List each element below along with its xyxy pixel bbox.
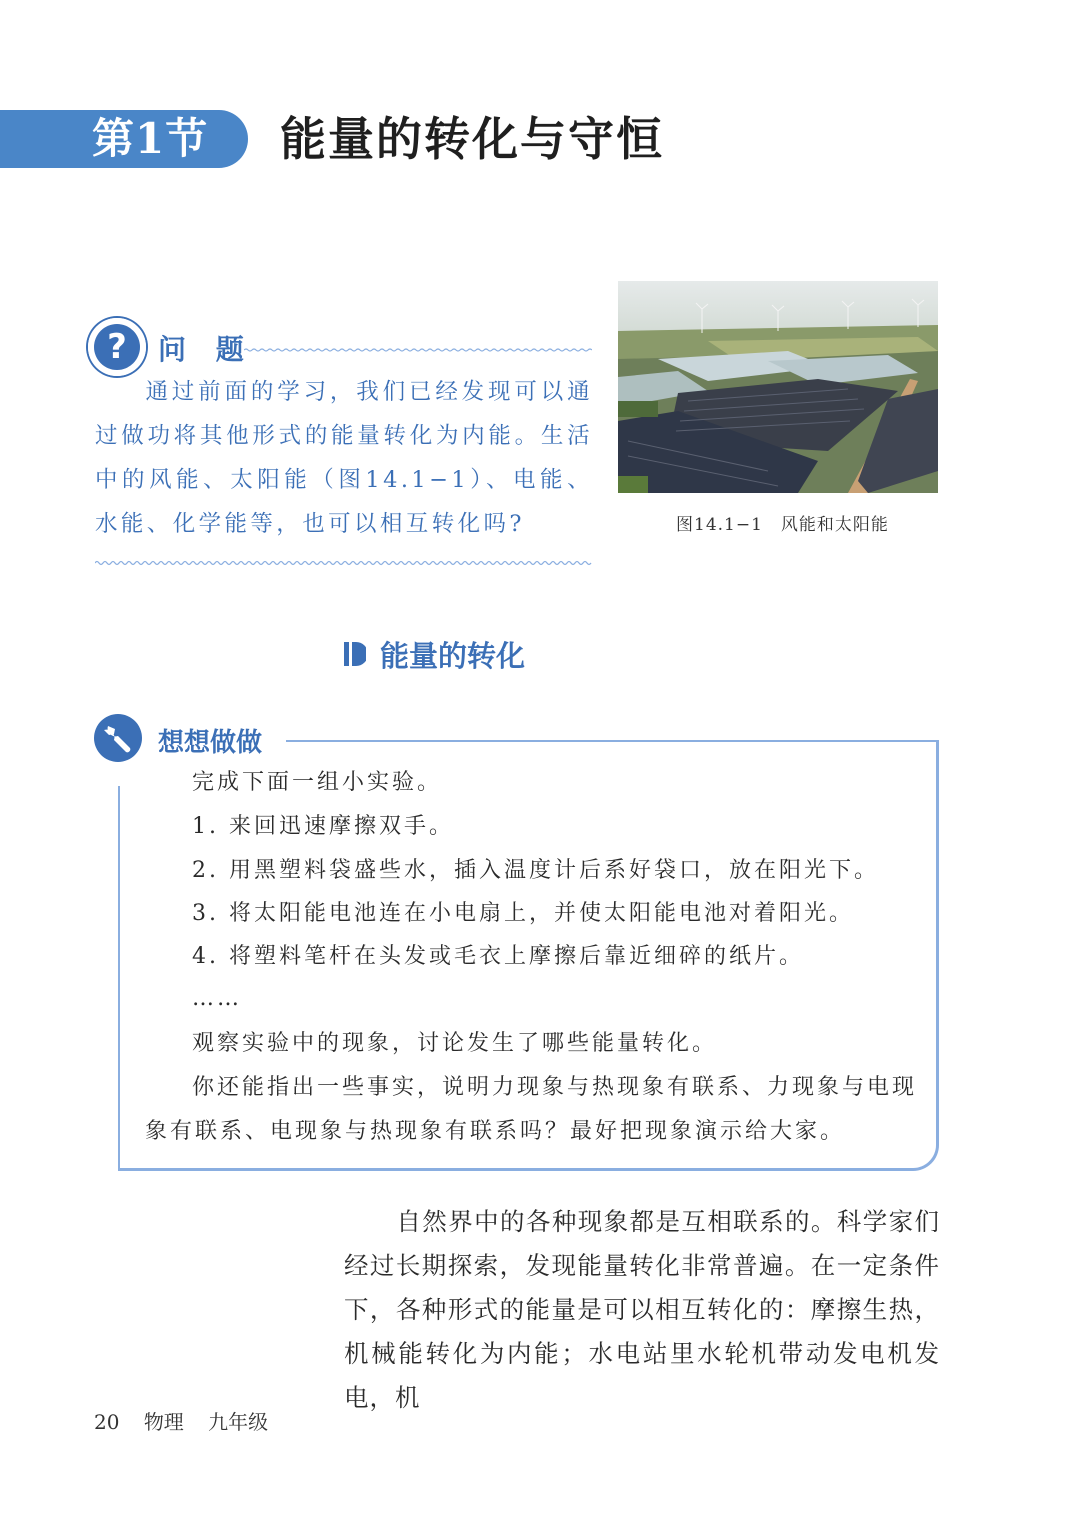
question-text [95,370,593,546]
section-label: 第1节 [92,114,209,163]
experiment-line: 象有联系、电现象与热现象有联系吗？最好把现象演示给大家。 [145,1119,846,1144]
experiment-line: 1. 来回迅速摩擦双手。 [192,814,454,839]
body-paragraph [344,1200,940,1420]
question-text-content: 通过前面的学习，我们已经发现可以通过做功将其他形式的能量转化为内能。生活中的风能、太阳能（图14.1−1）、电能、水能、化学能等，也可以相互转化吗? [95,379,593,537]
wrench-icon [94,714,142,762]
wavy-divider [244,348,592,352]
experiment-line: 2. 用黑塑料袋盛些水，插入温度计后系好袋口，放在阳光下。 [192,858,879,883]
experiment-top-border [286,740,936,742]
experiment-line: 完成下面一组小实验。 [192,770,443,795]
wavy-divider-bottom [95,560,593,566]
wind-solar-photo [618,281,938,493]
experiment-title: 想想做做 [158,728,263,758]
question-mark-icon: ? [94,324,140,370]
experiment-line: 3. 将太阳能电池连在小电扇上，并使太阳能电池对着阳光。 [192,901,854,926]
experiment-line: …… [192,986,242,1011]
figure-caption: 图14.1−1 风能和太阳能 [676,515,889,535]
footer-grade: 九年级 [208,1410,269,1434]
question-title: 问 题 [158,333,254,366]
subsection-heading: 能量的转化 [380,639,526,673]
subsection-marker-icon [344,640,366,668]
page-footer [94,1406,286,1435]
section-title: 能量的转化与守恒 [280,112,664,166]
page-number: 20 [94,1410,120,1434]
experiment-line: 观察实验中的现象，讨论发生了哪些能量转化。 [192,1031,718,1056]
body-paragraph-content: 自然界中的各种现象都是互相联系的。科学家们经过长期探索，发现能量转化非常普遍。在一定条件下，各种形式的能量是可以相互转化的：摩擦生热，机械能转化为内能；水电站里水轮机带动发电机发电，机 [344,1207,940,1412]
experiment-box-left-border [118,786,120,1168]
footer-subject: 物理 [143,1410,184,1434]
experiment-line: 4. 将塑料笔杆在头发或毛衣上摩擦后靠近细碎的纸片。 [192,944,804,969]
experiment-line: 你还能指出一些事实，说明力现象与热现象有联系、力现象与电现 [192,1075,918,1100]
